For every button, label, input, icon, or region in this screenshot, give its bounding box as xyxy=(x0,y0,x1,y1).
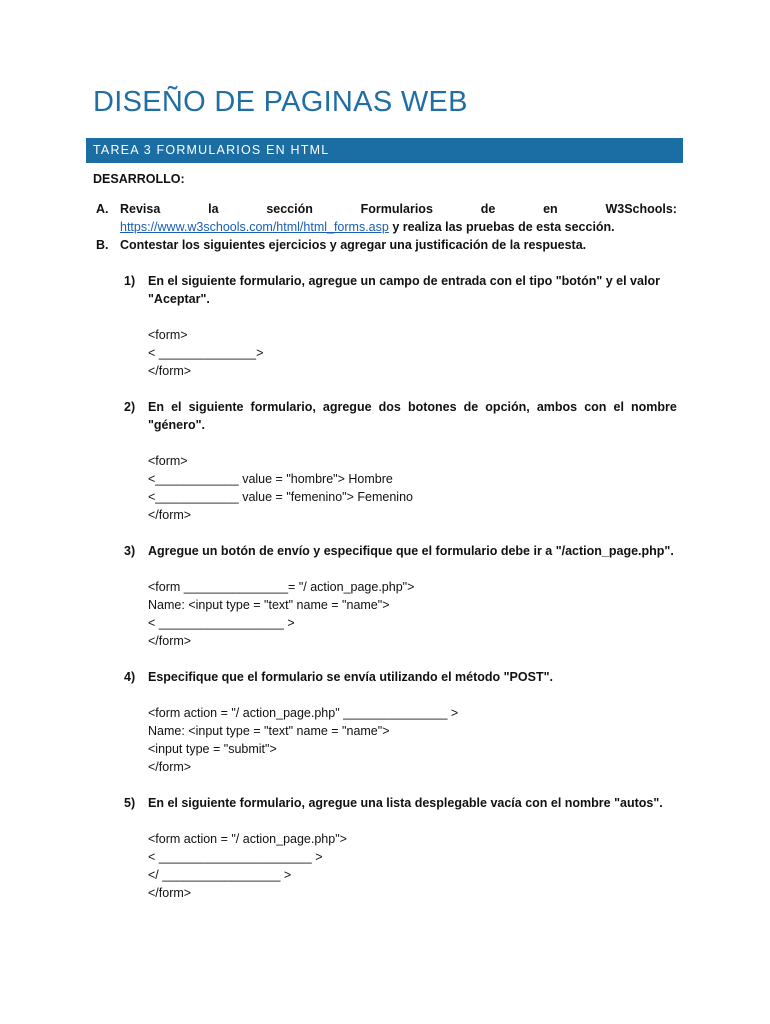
exercise-2-word: ambos xyxy=(536,400,578,414)
exercise-2-number: 2) xyxy=(124,400,136,414)
exercise-5-number: 5) xyxy=(124,796,136,810)
item-a-line2 xyxy=(120,218,615,236)
exercise-3-code-line: < __________________ > xyxy=(148,616,295,630)
exercise-2-code-line: <____________ value = "hombre"> Hombre xyxy=(148,472,393,486)
item-a-word: en xyxy=(543,202,558,216)
exercise-2-code-line: <form> xyxy=(148,454,188,468)
section-band: TAREA 3 FORMULARIOS EN HTML xyxy=(86,138,683,163)
exercise-1-number: 1) xyxy=(124,274,136,288)
exercise-1-code-line: < ______________> xyxy=(148,346,264,360)
exercise-2-word: En xyxy=(148,400,164,414)
exercise-5-code-line: < ______________________ > xyxy=(148,850,323,864)
exercise-1-code-line: <form> xyxy=(148,328,188,342)
item-a-word: Revisa xyxy=(120,202,161,216)
document-title: DISEÑO DE PAGINAS WEB xyxy=(93,86,468,118)
exercise-4-number: 4) xyxy=(124,670,136,684)
item-a-word: Formularios xyxy=(360,202,433,216)
exercise-2-prompt xyxy=(148,398,677,416)
exercise-2-word: agregue xyxy=(322,400,372,414)
list-marker-b: B. xyxy=(96,238,109,252)
exercise-2-word: nombre xyxy=(631,400,677,414)
exercise-2-word: el xyxy=(171,400,182,414)
exercise-1-prompt-cont: "Aceptar". xyxy=(148,292,210,306)
exercise-3-code-line: Name: <input type = "text" name = "name"> xyxy=(148,598,390,612)
exercise-4-prompt: Especifique que el formulario se envía utilizando el método "POST". xyxy=(148,670,553,684)
exercise-1-code-line: </form> xyxy=(148,364,192,378)
exercise-3-code-line: <form _______________= "/ action_page.php"> xyxy=(148,580,415,594)
item-a-word: de xyxy=(480,202,496,216)
exercise-2-word: el xyxy=(613,400,624,414)
item-a-word: la xyxy=(208,202,219,216)
item-a-after-link: y realiza las pruebas de esta sección. xyxy=(388,220,615,234)
item-a-word: sección xyxy=(266,202,313,216)
exercise-2-word: botones xyxy=(407,400,457,414)
exercise-3-code-line: </form> xyxy=(148,634,192,648)
exercise-2-word: opción, xyxy=(485,400,530,414)
section-heading: DESARROLLO: xyxy=(93,172,185,186)
exercise-5-code-line: </ _________________ > xyxy=(148,868,292,882)
list-marker-a: A. xyxy=(96,202,109,216)
exercise-2-word: siguiente xyxy=(188,400,244,414)
exercise-3-prompt: Agregue un botón de envío y especifique que el formulario debe ir a "/action_page.php". xyxy=(148,544,674,558)
exercise-2-word: de xyxy=(463,400,479,414)
exercise-1-prompt: En el siguiente formulario, agregue un campo de entrada con el tipo "botón" y el valor xyxy=(148,274,660,288)
exercise-5-prompt: En el siguiente formulario, agregue una lista desplegable vacía con el nombre "autos". xyxy=(148,796,663,810)
item-a-line1 xyxy=(120,200,677,218)
item-b-text: Contestar los siguientes ejercicios y agregar una justificación de la respuesta. xyxy=(120,238,587,252)
exercise-3-number: 3) xyxy=(124,544,136,558)
exercise-5-code-line: </form> xyxy=(148,886,192,900)
exercise-4-code-line: <form action = "/ action_page.php" _______________ > xyxy=(148,706,459,720)
exercise-4-code-line: Name: <input type = "text" name = "name"> xyxy=(148,724,390,738)
exercise-2-word: formulario, xyxy=(250,400,316,414)
item-a-word: W3Schools: xyxy=(605,202,677,216)
exercise-2-prompt-cont: "género". xyxy=(148,418,206,432)
exercise-2-code-line: </form> xyxy=(148,508,192,522)
w3schools-forms-link[interactable]: https://www.w3schools.com/html/html_forms.asp xyxy=(120,220,389,234)
exercise-4-code-line: </form> xyxy=(148,760,192,774)
exercise-2-word: dos xyxy=(378,400,401,414)
exercise-4-code-line: <input type = "submit"> xyxy=(148,742,277,756)
exercise-2-code-line: <____________ value = "femenino"> Femenino xyxy=(148,490,413,504)
exercise-5-code-line: <form action = "/ action_page.php"> xyxy=(148,832,347,846)
exercise-2-word: con xyxy=(584,400,607,414)
